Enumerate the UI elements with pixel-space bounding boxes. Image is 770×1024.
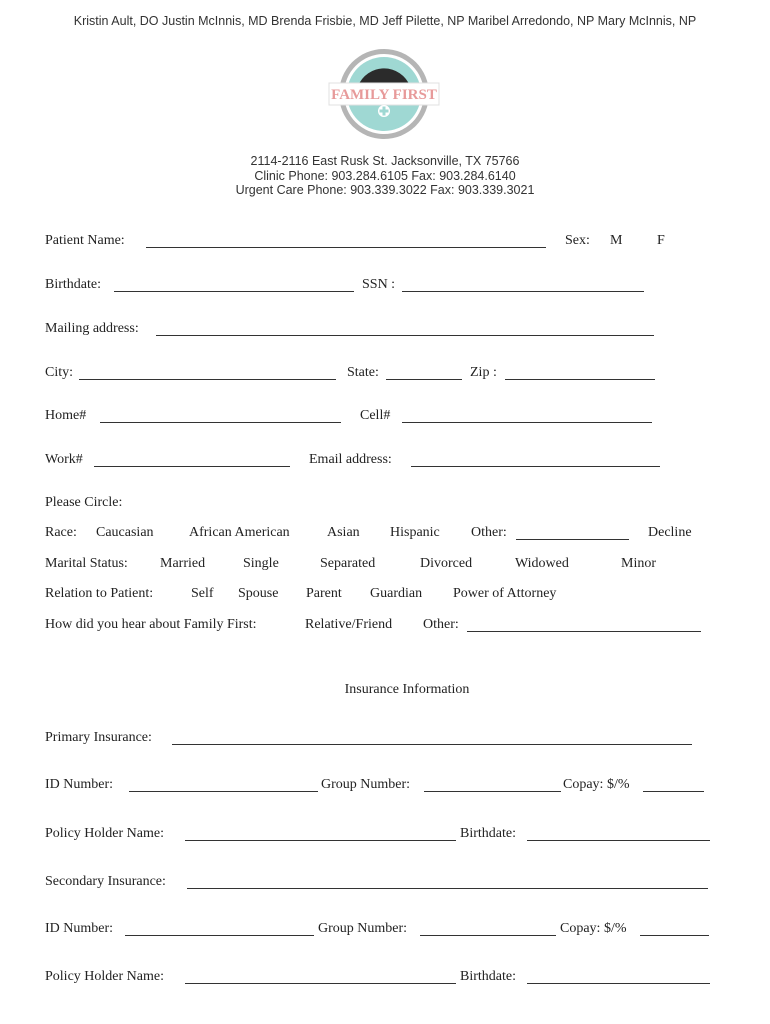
secondary-copay-label: Copay: $/% <box>560 921 627 936</box>
clinic-address <box>0 154 770 198</box>
insurance-heading: Insurance Information <box>344 682 470 697</box>
secondary-holder-field[interactable] <box>185 983 456 984</box>
race-option-hispanic[interactable]: Hispanic <box>390 525 440 540</box>
state-field[interactable] <box>386 379 462 380</box>
ssn-label: SSN : <box>362 277 396 292</box>
marital-option-widowed[interactable]: Widowed <box>515 556 569 571</box>
marital-option-married[interactable]: Married <box>160 556 206 571</box>
relation-label: Relation to Patient: <box>45 586 154 601</box>
relation-option-self[interactable]: Self <box>191 586 214 601</box>
race-option-asian[interactable]: Asian <box>327 525 360 540</box>
marital-option-divorced[interactable]: Divorced <box>420 556 473 571</box>
email-label: Email address: <box>309 452 392 467</box>
zip-field[interactable] <box>505 379 655 380</box>
relation-option-parent[interactable]: Parent <box>306 586 342 601</box>
referral-other-field[interactable] <box>467 631 701 632</box>
primary-holder-birthdate-label: Birthdate: <box>460 826 516 841</box>
primary-copay-label: Copay: $/% <box>563 777 630 792</box>
secondary-id-field[interactable] <box>125 935 314 936</box>
marital-option-minor[interactable]: Minor <box>621 556 656 571</box>
zip-label: Zip : <box>470 365 497 380</box>
home-phone-label: Home# <box>45 408 87 423</box>
race-other-label: Other: <box>471 525 507 540</box>
referral-label: How did you hear about Family First: <box>45 617 257 632</box>
family-first-logo <box>325 47 443 141</box>
referral-other-label: Other: <box>423 617 459 632</box>
primary-copay-field[interactable] <box>643 791 704 792</box>
primary-group-field[interactable] <box>424 791 561 792</box>
secondary-id-label: ID Number: <box>45 921 114 936</box>
primary-holder-birthdate-field[interactable] <box>527 840 710 841</box>
primary-holder-label: Policy Holder Name: <box>45 826 164 841</box>
city-label: City: <box>45 365 74 380</box>
secondary-group-field[interactable] <box>420 935 556 936</box>
marital-status-label: Marital Status: <box>45 556 128 571</box>
logo-text: FAMILY FIRST <box>331 87 437 103</box>
secondary-insurance-label: Secondary Insurance: <box>45 874 166 889</box>
primary-group-label: Group Number: <box>321 777 411 792</box>
patient-name-field[interactable] <box>146 247 546 248</box>
patient-name-label: Patient Name: <box>45 233 125 248</box>
mailing-address-label: Mailing address: <box>45 321 139 336</box>
cell-phone-label: Cell# <box>360 408 391 423</box>
primary-insurance-label: Primary Insurance: <box>45 730 152 745</box>
secondary-insurance-field[interactable] <box>187 888 708 889</box>
email-field[interactable] <box>411 466 660 467</box>
please-circle-heading: Please Circle: <box>45 495 123 510</box>
secondary-group-label: Group Number: <box>318 921 408 936</box>
marital-option-separated[interactable]: Separated <box>320 556 376 571</box>
race-option-african-american[interactable]: African American <box>189 525 290 540</box>
work-phone-label: Work# <box>45 452 83 467</box>
primary-holder-field[interactable] <box>185 840 456 841</box>
race-label: Race: <box>45 525 77 540</box>
referral-option-relative[interactable]: Relative/Friend <box>305 617 393 632</box>
ssn-field[interactable] <box>402 291 644 292</box>
primary-id-label: ID Number: <box>45 777 114 792</box>
secondary-holder-label: Policy Holder Name: <box>45 969 164 984</box>
race-option-caucasian[interactable]: Caucasian <box>96 525 154 540</box>
city-field[interactable] <box>79 379 336 380</box>
race-option-decline[interactable]: Decline <box>648 525 692 540</box>
urgent-care-phone: Urgent Care Phone: 903.339.3022 Fax: 903.339.3021 <box>235 183 535 197</box>
state-label: State: <box>347 365 379 380</box>
secondary-holder-birthdate-field[interactable] <box>527 983 710 984</box>
relation-option-poa[interactable]: Power of Attorney <box>453 586 557 601</box>
marital-option-single[interactable]: Single <box>243 556 279 571</box>
mailing-address-field[interactable] <box>156 335 654 336</box>
primary-id-field[interactable] <box>129 791 318 792</box>
clinic-phone: Clinic Phone: 903.284.6105 Fax: 903.284.6140 <box>254 168 516 183</box>
cell-phone-field[interactable] <box>402 422 652 423</box>
race-other-field[interactable] <box>516 539 629 540</box>
sex-option-f[interactable]: F <box>657 233 665 248</box>
relation-option-spouse[interactable]: Spouse <box>238 586 279 601</box>
birthdate-label: Birthdate: <box>45 277 101 292</box>
home-phone-field[interactable] <box>100 422 341 423</box>
sex-label: Sex: <box>565 233 590 248</box>
secondary-copay-field[interactable] <box>640 935 709 936</box>
address-line: 2114-2116 East Rusk St. Jacksonville, TX 75766 <box>250 154 520 168</box>
birthdate-field[interactable] <box>114 291 354 292</box>
primary-insurance-field[interactable] <box>172 744 692 745</box>
provider-list: Kristin Ault, DO Justin McInnis, MD Brenda Frisbie, MD Jeff Pilette, NP Maribel Arredondo, NP Mary McInnis, NP <box>73 14 697 28</box>
secondary-holder-birthdate-label: Birthdate: <box>460 969 516 984</box>
sex-option-m[interactable]: M <box>610 233 623 248</box>
work-phone-field[interactable] <box>94 466 290 467</box>
relation-option-guardian[interactable]: Guardian <box>370 586 423 601</box>
